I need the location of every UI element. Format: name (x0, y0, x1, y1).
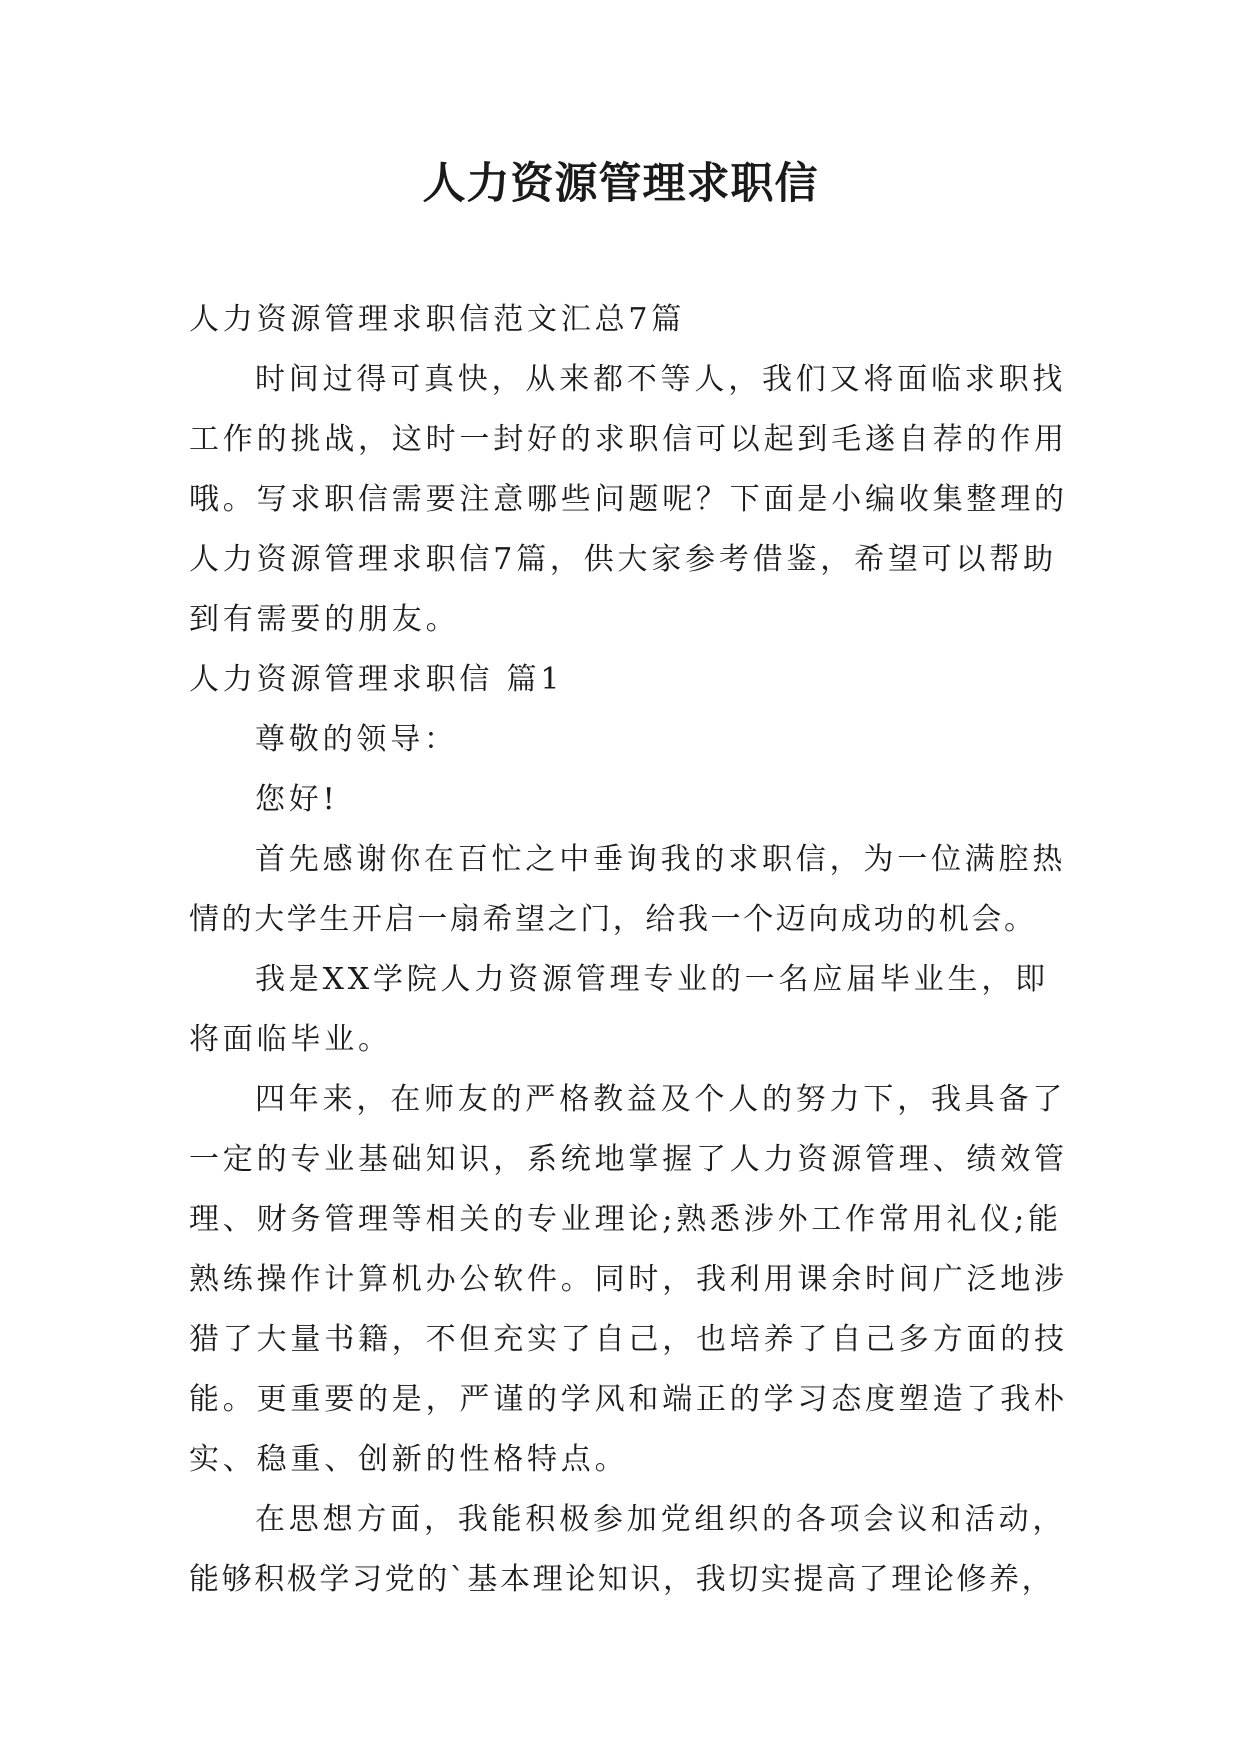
paragraph-line: 时间过得可真快，从来都不等人，我们又将面临求职找 (255, 362, 1067, 397)
paragraph-line: 我是XX学院人力资源管理专业的一名应届毕业生，即 (255, 962, 1049, 997)
subtitle-line: 人力资源管理求职信范文汇总7篇 (189, 302, 686, 337)
paragraph-line: 首先感谢你在百忙之中垂询我的求职信，为一位满腔热 (255, 842, 1067, 877)
paragraph-line: 到有需要的朋友。 (189, 602, 460, 637)
document-body (189, 290, 1068, 1610)
paragraph-line: 猎了大量书籍，不但充实了自己，也培养了自己多方面的技 (189, 1322, 1068, 1357)
paragraph-line: 人力资源管理求职信7篇，供大家参考借鉴，希望可以帮助 (189, 542, 1057, 577)
section-heading: 人力资源管理求职信 篇1 (189, 662, 564, 697)
paragraph-line: 工作的挑战，这时一封好的求职信可以起到毛遂自荐的作用 (189, 422, 1068, 457)
greeting-line: 您好! (255, 782, 339, 817)
paragraph-line: 将面临毕业。 (189, 1022, 392, 1057)
paragraph-line: 能够积极学习党的`基本理论知识，我切实提高了理论修养， (189, 1562, 1055, 1597)
paragraph-line: 熟练操作计算机办公软件。同时，我利用课余时间广泛地涉 (189, 1262, 1068, 1297)
paragraph-line: 一定的专业基础知识，系统地掌握了人力资源管理、绩效管 (189, 1142, 1068, 1177)
paragraph-line: 实、稳重、创新的性格特点。 (189, 1442, 629, 1477)
paragraph-line: 理、财务管理等相关的专业理论;熟悉涉外工作常用礼仪;能 (189, 1202, 1062, 1237)
paragraph-line: 哦。写求职信需要注意哪些问题呢？下面是小编收集整理的 (189, 482, 1068, 517)
paragraph-line: 四年来，在师友的严格教益及个人的努力下，我具备了 (255, 1082, 1067, 1117)
document-title: 人力资源管理求职信 (422, 159, 819, 209)
salutation-line: 尊敬的领导： (255, 722, 458, 757)
paragraph-line: 能。更重要的是，严谨的学风和端正的学习态度塑造了我朴 (189, 1382, 1068, 1417)
paragraph-line: 在思想方面，我能积极参加党组织的各项会议和活动， (255, 1502, 1067, 1537)
paragraph-line: 情的大学生开启一扇希望之门，给我一个迈向成功的机会。 (189, 902, 1037, 937)
